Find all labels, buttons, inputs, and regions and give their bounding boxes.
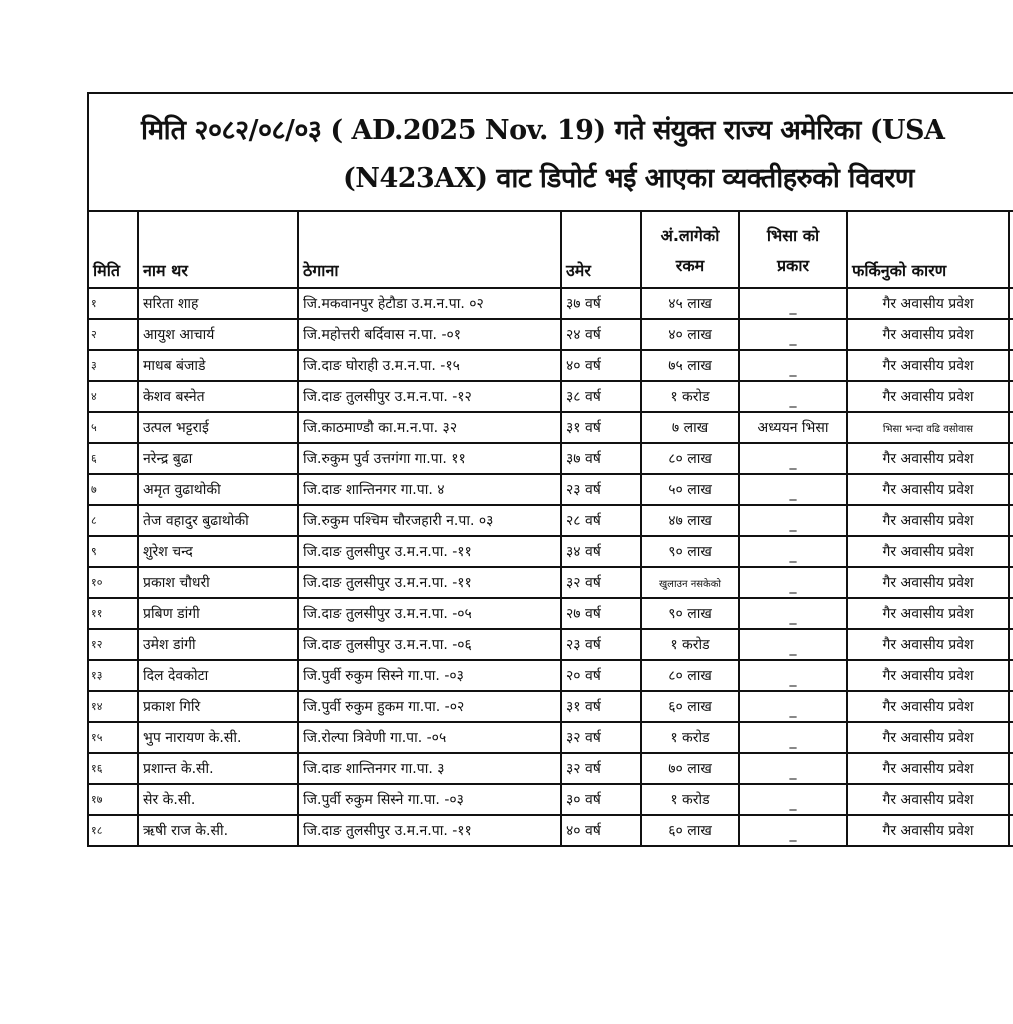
- cell-serial: ३: [88, 350, 138, 381]
- header-amount-line1: अं.लागेको: [660, 226, 720, 245]
- cell-name: भुप नारायण के.सी.: [138, 722, 298, 753]
- cell-return-reason: गैर अवासीय प्रवेश: [847, 753, 1009, 784]
- table-row: [88, 319, 1013, 350]
- cell-amount: ७० लाख: [641, 753, 739, 784]
- cell-amount: ४५ लाख: [641, 288, 739, 319]
- header-visa-line1: भिसा को: [766, 226, 820, 245]
- table-row: [88, 288, 1013, 319]
- cell-age: ४० वर्ष: [561, 350, 641, 381]
- cell-name: उत्पल भट्टराई: [138, 412, 298, 443]
- table-row: [88, 567, 1013, 598]
- header-amount-line2: रकम: [675, 256, 705, 275]
- cell-extra: [1009, 722, 1013, 753]
- cell-return-reason: गैर अवासीय प्रवेश: [847, 381, 1009, 412]
- table-row: [88, 350, 1013, 381]
- cell-name: अमृत वुढाथोकी: [138, 474, 298, 505]
- cell-name: तेज वहादुर बुढाथोकी: [138, 505, 298, 536]
- cell-address: जि.पुर्वी रुकुम सिस्ने गा.पा. -०३: [298, 660, 561, 691]
- cell-amount: ७ लाख: [641, 412, 739, 443]
- cell-amount: ८० लाख: [641, 660, 739, 691]
- cell-serial: ९: [88, 536, 138, 567]
- cell-amount: ७५ लाख: [641, 350, 739, 381]
- cell-age: २७ वर्ष: [561, 598, 641, 629]
- cell-extra: [1009, 598, 1013, 629]
- cell-name: सेर के.सी.: [138, 784, 298, 815]
- cell-serial: १५: [88, 722, 138, 753]
- header-serial: मिति: [88, 211, 138, 288]
- cell-amount: ६० लाख: [641, 815, 739, 846]
- table-row: [88, 443, 1013, 474]
- cell-age: ३२ वर्ष: [561, 722, 641, 753]
- cell-serial: १७: [88, 784, 138, 815]
- header-age: उमेर: [561, 211, 641, 288]
- cell-visa-type: _: [739, 691, 847, 722]
- cell-visa-type: _: [739, 381, 847, 412]
- cell-serial: ८: [88, 505, 138, 536]
- cell-serial: १: [88, 288, 138, 319]
- deportee-list-sheet: [87, 92, 1013, 847]
- cell-age: ३८ वर्ष: [561, 381, 641, 412]
- table-row: [88, 660, 1013, 691]
- cell-address: जि.पुर्वी रुकुम सिस्ने गा.पा. -०३: [298, 784, 561, 815]
- cell-return-reason: गैर अवासीय प्रवेश: [847, 815, 1009, 846]
- cell-amount: ६० लाख: [641, 691, 739, 722]
- cell-name: ऋषी राज के.सी.: [138, 815, 298, 846]
- cell-return-reason: गैर अवासीय प्रवेश: [847, 598, 1009, 629]
- cell-visa-type: _: [739, 319, 847, 350]
- cell-age: २३ वर्ष: [561, 629, 641, 660]
- cell-age: ३७ वर्ष: [561, 288, 641, 319]
- cell-name: प्रबिण डांगी: [138, 598, 298, 629]
- cell-name: आयुश आचार्य: [138, 319, 298, 350]
- cell-amount: ९० लाख: [641, 536, 739, 567]
- cell-visa-type: _: [739, 505, 847, 536]
- cell-visa-type: _: [739, 753, 847, 784]
- cell-name: केशव बस्नेत: [138, 381, 298, 412]
- cell-name: प्रकाश चौधरी: [138, 567, 298, 598]
- cell-return-reason: गैर अवासीय प्रवेश: [847, 474, 1009, 505]
- cell-serial: १४: [88, 691, 138, 722]
- cell-address: जि.दाङ तुलसीपुर उ.म.न.पा. -०५: [298, 598, 561, 629]
- cell-age: ४० वर्ष: [561, 815, 641, 846]
- cell-return-reason: गैर अवासीय प्रवेश: [847, 567, 1009, 598]
- cell-extra: [1009, 753, 1013, 784]
- cell-address: जि.रुकुम पश्चिम चौरजहारी न.पा. ०३: [298, 505, 561, 536]
- cell-address: जि.रोल्पा त्रिवेणी गा.पा. -०५: [298, 722, 561, 753]
- cell-visa-type: _: [739, 350, 847, 381]
- cell-return-reason: गैर अवासीय प्रवेश: [847, 536, 1009, 567]
- document-title-box: [87, 92, 1013, 210]
- cell-age: २८ वर्ष: [561, 505, 641, 536]
- cell-extra: [1009, 567, 1013, 598]
- table-row: [88, 691, 1013, 722]
- cell-serial: २: [88, 319, 138, 350]
- cell-extra: [1009, 784, 1013, 815]
- cell-serial: ७: [88, 474, 138, 505]
- cell-address: जि.दाङ घोराही उ.म.न.पा. -१५: [298, 350, 561, 381]
- table-body: [88, 288, 1013, 846]
- cell-age: ३१ वर्ष: [561, 691, 641, 722]
- table-row: [88, 474, 1013, 505]
- cell-serial: ५: [88, 412, 138, 443]
- cell-amount: १ करोड: [641, 722, 739, 753]
- cell-name: माधब बंजाडे: [138, 350, 298, 381]
- cell-return-reason: गैर अवासीय प्रवेश: [847, 288, 1009, 319]
- cell-return-reason: गैर अवासीय प्रवेश: [847, 722, 1009, 753]
- cell-return-reason: गैर अवासीय प्रवेश: [847, 629, 1009, 660]
- cell-amount: ५० लाख: [641, 474, 739, 505]
- cell-extra: [1009, 319, 1013, 350]
- table-header-row: [88, 211, 1013, 288]
- cell-amount: ८० लाख: [641, 443, 739, 474]
- table-row: [88, 412, 1013, 443]
- cell-visa-type: अध्ययन भिसा: [739, 412, 847, 443]
- cell-extra: [1009, 288, 1013, 319]
- cell-visa-type: _: [739, 784, 847, 815]
- deportee-table: [87, 210, 1013, 847]
- cell-return-reason: गैर अवासीय प्रवेश: [847, 691, 1009, 722]
- cell-amount: ९० लाख: [641, 598, 739, 629]
- header-address: ठेगाना: [298, 211, 561, 288]
- cell-visa-type: _: [739, 288, 847, 319]
- cell-extra: [1009, 443, 1013, 474]
- cell-amount: १ करोड: [641, 381, 739, 412]
- cell-serial: ६: [88, 443, 138, 474]
- cell-serial: १३: [88, 660, 138, 691]
- table-row: [88, 598, 1013, 629]
- cell-name: नरेन्द्र बुढा: [138, 443, 298, 474]
- cell-age: ३४ वर्ष: [561, 536, 641, 567]
- cell-address: जि.दाङ तुलसीपुर उ.म.न.पा. -११: [298, 567, 561, 598]
- cell-amount: १ करोड: [641, 784, 739, 815]
- header-visa-line2: प्रकार: [776, 256, 810, 275]
- cell-return-reason: गैर अवासीय प्रवेश: [847, 443, 1009, 474]
- table-row: [88, 753, 1013, 784]
- cell-age: २४ वर्ष: [561, 319, 641, 350]
- cell-age: ३२ वर्ष: [561, 567, 641, 598]
- cell-serial: १२: [88, 629, 138, 660]
- cell-name: दिल देवकोटा: [138, 660, 298, 691]
- cell-address: जि.दाङ तुलसीपुर उ.म.न.पा. -०६: [298, 629, 561, 660]
- table-row: [88, 784, 1013, 815]
- cell-extra: [1009, 505, 1013, 536]
- cell-visa-type: _: [739, 815, 847, 846]
- cell-extra: [1009, 536, 1013, 567]
- cell-visa-type: _: [739, 474, 847, 505]
- cell-address: जि.दाङ शान्तिनगर गा.पा. ३: [298, 753, 561, 784]
- cell-visa-type: _: [739, 722, 847, 753]
- cell-name: प्रशान्त के.सी.: [138, 753, 298, 784]
- cell-name: शुरेश चन्द: [138, 536, 298, 567]
- cell-address: जि.दाङ तुलसीपुर उ.म.न.पा. -१२: [298, 381, 561, 412]
- cell-visa-type: _: [739, 598, 847, 629]
- cell-return-reason: गैर अवासीय प्रवेश: [847, 784, 1009, 815]
- cell-amount: ४७ लाख: [641, 505, 739, 536]
- cell-address: जि.दाङ तुलसीपुर उ.म.न.पा. -११: [298, 536, 561, 567]
- cell-address: जि.मकवानपुर हेटौडा उ.म.न.पा. ०२: [298, 288, 561, 319]
- cell-address: जि.काठमाण्डौ का.म.न.पा. ३२: [298, 412, 561, 443]
- cell-visa-type: _: [739, 536, 847, 567]
- cell-serial: १०: [88, 567, 138, 598]
- cell-extra: [1009, 660, 1013, 691]
- cell-age: ३० वर्ष: [561, 784, 641, 815]
- cell-age: २० वर्ष: [561, 660, 641, 691]
- cell-serial: १६: [88, 753, 138, 784]
- cell-visa-type: _: [739, 567, 847, 598]
- cell-extra: [1009, 381, 1013, 412]
- cell-extra: [1009, 412, 1013, 443]
- cell-name: सरिता शाह: [138, 288, 298, 319]
- cell-return-reason: गैर अवासीय प्रवेश: [847, 350, 1009, 381]
- cell-return-reason: गैर अवासीय प्रवेश: [847, 505, 1009, 536]
- cell-address: जि.दाङ तुलसीपुर उ.म.न.पा. -११: [298, 815, 561, 846]
- cell-extra: [1009, 474, 1013, 505]
- table-row: [88, 629, 1013, 660]
- cell-address: जि.रुकुम पुर्व उत्तगंगा गा.पा. ११: [298, 443, 561, 474]
- cell-age: ३१ वर्ष: [561, 412, 641, 443]
- header-extra: [1009, 211, 1013, 288]
- table-row: [88, 536, 1013, 567]
- cell-serial: १८: [88, 815, 138, 846]
- cell-amount: खुलाउन नसकेको: [641, 567, 739, 598]
- cell-address: जि.दाङ शान्तिनगर गा.पा. ४: [298, 474, 561, 505]
- cell-visa-type: _: [739, 443, 847, 474]
- cell-extra: [1009, 815, 1013, 846]
- table-row: [88, 505, 1013, 536]
- cell-name: उमेश डांगी: [138, 629, 298, 660]
- cell-extra: [1009, 350, 1013, 381]
- table-row: [88, 722, 1013, 753]
- cell-amount: १ करोड: [641, 629, 739, 660]
- header-name: नाम थर: [138, 211, 298, 288]
- cell-visa-type: _: [739, 660, 847, 691]
- document-title-line-1: मिति २०८२/०८/०३ ( AD.2025 Nov. 19) गते संयुक्त राज्य अमेरिका (USA: [141, 115, 945, 146]
- document-title-line-2: (N423AX) वाट डिपोर्ट भई आएका व्यक्तीहरुको विवरण: [343, 163, 914, 194]
- cell-visa-type: _: [739, 629, 847, 660]
- cell-return-reason: गैर अवासीय प्रवेश: [847, 319, 1009, 350]
- header-return-reason: फर्किनुको कारण: [847, 211, 1009, 288]
- cell-address: जि.महोत्तरी बर्दिवास न.पा. -०१: [298, 319, 561, 350]
- header-amount: [641, 211, 739, 288]
- cell-serial: ११: [88, 598, 138, 629]
- cell-return-reason: भिसा भन्दा वढि वसोवास: [847, 412, 1009, 443]
- cell-return-reason: गैर अवासीय प्रवेश: [847, 660, 1009, 691]
- table-row: [88, 815, 1013, 846]
- cell-name: प्रकाश गिरि: [138, 691, 298, 722]
- cell-extra: [1009, 691, 1013, 722]
- header-visa-type: [739, 211, 847, 288]
- cell-extra: [1009, 629, 1013, 660]
- table-row: [88, 381, 1013, 412]
- cell-age: ३७ वर्ष: [561, 443, 641, 474]
- cell-serial: ४: [88, 381, 138, 412]
- cell-age: २३ वर्ष: [561, 474, 641, 505]
- cell-age: ३२ वर्ष: [561, 753, 641, 784]
- cell-address: जि.पुर्वी रुकुम हुकम गा.पा. -०२: [298, 691, 561, 722]
- cell-amount: ४० लाख: [641, 319, 739, 350]
